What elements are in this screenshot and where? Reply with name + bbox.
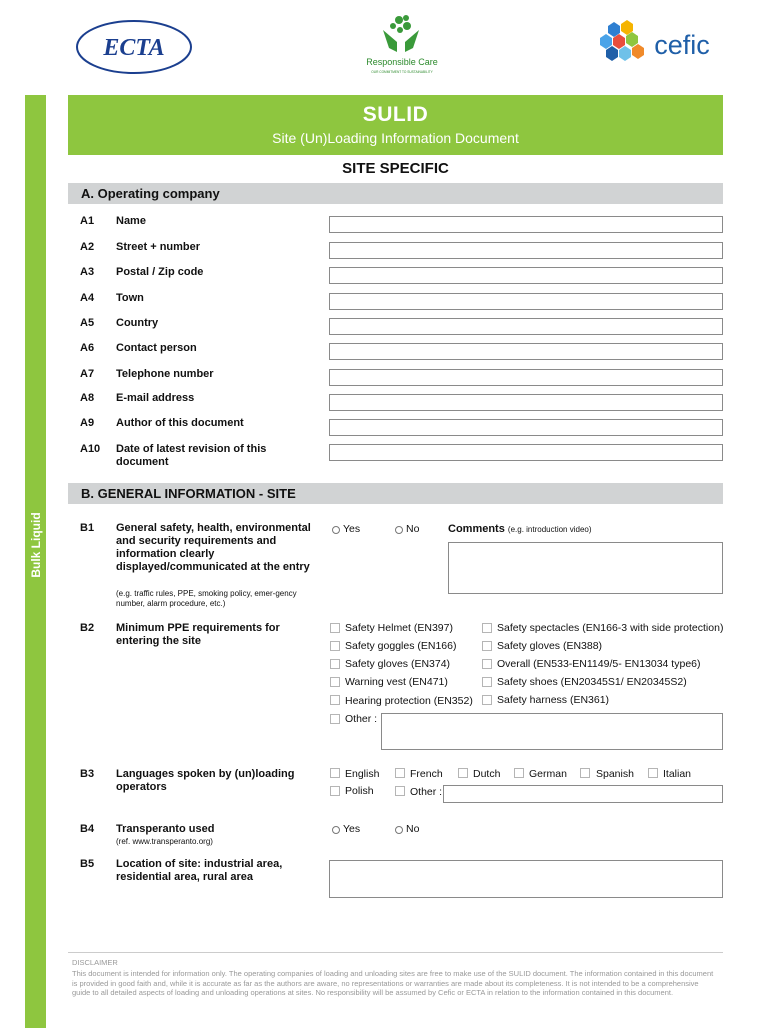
a9-label: Author of this document xyxy=(116,417,244,429)
b4-label: Transperanto used xyxy=(116,823,215,835)
a3-postal-input[interactable] xyxy=(329,267,723,284)
lang-other-checkbox[interactable] xyxy=(395,786,405,796)
b1-yes-label: Yes xyxy=(343,523,361,535)
b4-code: B4 xyxy=(80,823,95,835)
b5-location-input[interactable] xyxy=(329,860,723,898)
a4-code: A4 xyxy=(80,292,95,304)
ppe-gloves-374-checkbox[interactable] xyxy=(330,659,340,669)
disclaimer-divider xyxy=(68,952,723,953)
b2-label: Minimum PPE requirements for entering the site xyxy=(116,622,280,647)
ppe-overall-checkbox[interactable] xyxy=(482,659,492,669)
lang-english-label: English xyxy=(345,768,380,780)
page-title: SITE SPECIFIC xyxy=(342,160,449,177)
responsible-care-text: Responsible Care xyxy=(366,57,438,67)
a8-label: E-mail address xyxy=(116,392,195,404)
a1-code: A1 xyxy=(80,215,95,227)
lang-german-checkbox[interactable] xyxy=(514,768,524,778)
disclaimer-title: DISCLAIMER xyxy=(72,958,118,967)
a4-town-input[interactable] xyxy=(329,293,723,310)
ppe-other-input[interactable] xyxy=(381,713,723,750)
a6-label: Contact person xyxy=(116,342,197,354)
a1-name-input[interactable] xyxy=(329,216,723,233)
b1-note: (e.g. traffic rules, PPE, smoking policy, emer-gency number, alarm procedure, etc.) xyxy=(116,589,297,608)
b5-label: Location of site: industrial area, residential area, rural area xyxy=(116,858,283,883)
lang-italian-checkbox[interactable] xyxy=(648,768,658,778)
lang-polish-checkbox[interactable] xyxy=(330,786,340,796)
ppe-vest-checkbox[interactable] xyxy=(330,677,340,687)
ppe-vest-label: Warning vest (EN471) xyxy=(345,676,448,688)
ecta-logo-text: ECTA xyxy=(103,35,165,61)
ppe-gloves-388-checkbox[interactable] xyxy=(482,641,492,651)
ppe-hearing-label: Hearing protection (EN352) xyxy=(345,695,473,707)
b1-no-radio[interactable] xyxy=(395,526,403,534)
a8-code: A8 xyxy=(80,392,95,404)
ppe-harness-checkbox[interactable] xyxy=(482,695,492,705)
side-label: Bulk Liquid xyxy=(28,512,43,578)
ppe-gloves-388-label: Safety gloves (EN388) xyxy=(497,640,603,652)
ppe-hearing-checkbox[interactable] xyxy=(330,695,340,705)
lang-german-label: German xyxy=(529,768,567,780)
cefic-logo-text: cefic xyxy=(654,30,710,60)
lang-other-label: Other : xyxy=(410,786,443,798)
lang-spanish-checkbox[interactable] xyxy=(580,768,590,778)
lang-polish-label: Polish xyxy=(345,785,374,797)
a7-label: Telephone number xyxy=(116,368,214,380)
section-a-header: A. Operating company xyxy=(68,183,723,204)
lang-spanish-label: Spanish xyxy=(596,768,634,780)
ppe-gloves-374-label: Safety gloves (EN374) xyxy=(345,658,451,670)
responsible-care-logo xyxy=(353,12,451,78)
banner-subtitle: Site (Un)Loading Information Document xyxy=(272,130,519,146)
lang-other-input[interactable] xyxy=(443,785,723,803)
a3-label: Postal / Zip code xyxy=(116,266,204,278)
ppe-shoes-label: Safety shoes (EN20345S1/ EN20345S2) xyxy=(497,676,687,688)
a10-code: A10 xyxy=(80,443,101,455)
a9-author-input[interactable] xyxy=(329,419,723,436)
ppe-other-checkbox[interactable] xyxy=(330,714,340,724)
a8-email-input[interactable] xyxy=(329,394,723,411)
a2-street-input[interactable] xyxy=(329,242,723,259)
b1-yes-radio[interactable] xyxy=(332,526,340,534)
a10-revision-date-input[interactable] xyxy=(329,444,723,461)
b4-yes-label: Yes xyxy=(343,823,361,835)
header-banner xyxy=(68,95,723,155)
ppe-shoes-checkbox[interactable] xyxy=(482,677,492,687)
cefic-logo xyxy=(592,18,724,72)
a2-code: A2 xyxy=(80,241,95,253)
a7-telephone-input[interactable] xyxy=(329,369,723,386)
a9-code: A9 xyxy=(80,417,95,429)
a4-label: Town xyxy=(116,292,144,304)
lang-dutch-checkbox[interactable] xyxy=(458,768,468,778)
a6-code: A6 xyxy=(80,342,95,354)
section-b-header: B. GENERAL INFORMATION - SITE xyxy=(68,483,723,504)
a6-contact-input[interactable] xyxy=(329,343,723,360)
ecta-logo xyxy=(75,18,193,76)
a5-label: Country xyxy=(116,317,159,329)
b2-code: B2 xyxy=(80,622,95,634)
ppe-spectacles-label: Safety spectacles (EN166-3 with side protection) xyxy=(497,622,724,634)
responsible-care-tagline: OUR COMMITMENT TO SUSTAINABILITY xyxy=(371,70,433,74)
b1-label: General safety, health, environmental and security requirements and information clearly displayed/communicated at the entry xyxy=(116,522,311,573)
ppe-goggles-checkbox[interactable] xyxy=(330,641,340,651)
b3-code: B3 xyxy=(80,768,95,780)
ppe-goggles-label: Safety goggles (EN166) xyxy=(345,640,457,652)
b5-code: B5 xyxy=(80,858,95,870)
a10-label: Date of latest revision of this document xyxy=(116,443,267,468)
a2-label: Street + number xyxy=(116,241,201,253)
b4-yes-radio[interactable] xyxy=(332,826,340,834)
b1-comments-input[interactable] xyxy=(448,542,723,594)
b3-label: Languages spoken by (un)loading operators xyxy=(116,768,295,793)
a7-code: A7 xyxy=(80,368,95,380)
lang-french-label: French xyxy=(410,768,443,780)
lang-french-checkbox[interactable] xyxy=(395,768,405,778)
ppe-other-label: Other : xyxy=(345,713,378,725)
b1-no-label: No xyxy=(406,523,420,535)
lang-dutch-label: Dutch xyxy=(473,768,501,780)
ppe-overall-label: Overall (EN533-EN1149/5- EN13034 type6) xyxy=(497,658,701,670)
ppe-harness-label: Safety harness (EN361) xyxy=(497,694,610,706)
b4-no-radio[interactable] xyxy=(395,826,403,834)
b1-comments-label: Comments (e.g. introduction video) xyxy=(448,523,592,535)
a1-label: Name xyxy=(116,215,146,227)
ppe-spectacles-checkbox[interactable] xyxy=(482,623,492,633)
lang-italian-label: Italian xyxy=(663,768,692,780)
b4-no-label: No xyxy=(406,823,420,835)
b4-note: (ref. www.transperanto.org) xyxy=(116,837,213,846)
a5-code: A5 xyxy=(80,317,95,329)
b1-comments-hint: (e.g. introduction video) xyxy=(507,525,592,534)
disclaimer-text: This document is intended for information only. The operating companies of loading and unloading sites are free to make use of the SULID document. The information contained in this document is provided in good faith and, while it is accurate as far as the authors are aware, no representations or warranties are made about its completeness. It is not intended to be a comprehensive guide to all detailed aspects of loading and unloading operations at sites. No responsibility will be assumed by Cefic or ECTA in relation to the information contained in this document. xyxy=(72,969,714,997)
a3-code: A3 xyxy=(80,266,95,278)
banner-title: SULID xyxy=(362,103,429,126)
b1-code: B1 xyxy=(80,522,95,534)
ppe-helmet-label: Safety Helmet (EN397) xyxy=(345,622,453,634)
ppe-helmet-checkbox[interactable] xyxy=(330,623,340,633)
lang-english-checkbox[interactable] xyxy=(330,768,340,778)
a5-country-input[interactable] xyxy=(329,318,723,335)
